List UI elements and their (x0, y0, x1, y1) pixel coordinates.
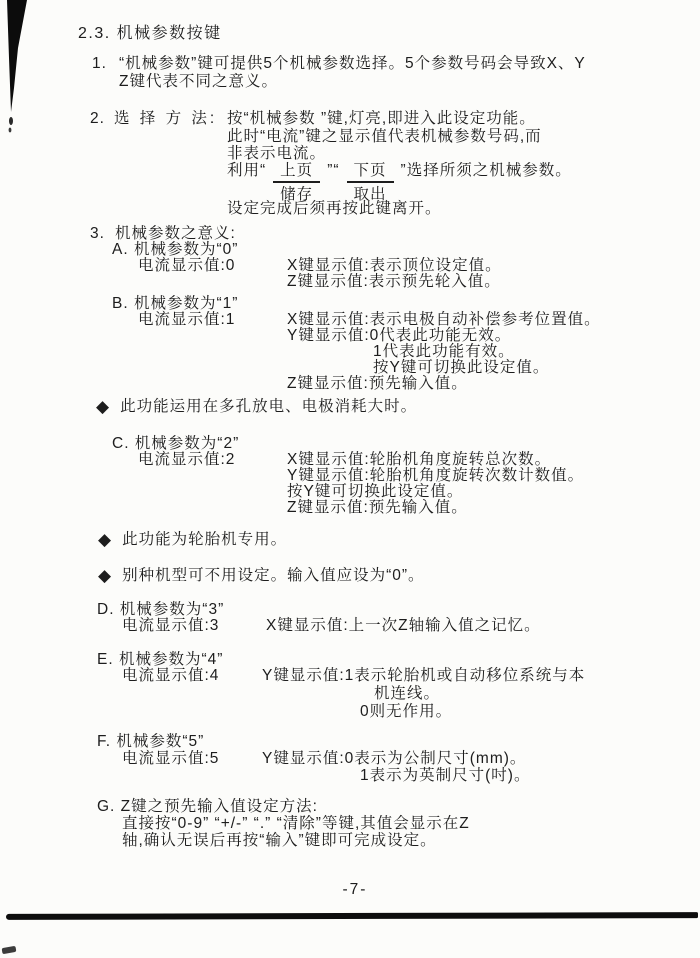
note-1 (96, 397, 417, 416)
param-e-row-y2: 机连线。 (374, 685, 441, 702)
item-2-method-label: 选 择 方 法: (114, 110, 218, 127)
item-2-last-line: 设定完成后须再按此键离开。 (227, 200, 442, 217)
param-b-row-y: Y键显示值:0代表此功能无效。 (287, 327, 512, 344)
param-e-label: E. 机械参数为“4” (97, 651, 224, 668)
param-b-row-y3: 按Y键可切换此设定值。 (373, 359, 550, 376)
item-1-line-2: Z键代表不同之意义。 (119, 73, 278, 90)
param-c-row-z: Z键显示值:预先输入值。 (287, 499, 468, 516)
item-2-number: 2. (90, 110, 105, 127)
param-d-label: D. 机械参数为“3” (97, 601, 225, 618)
page-select-mid: ”“ (327, 162, 340, 179)
param-f-row-y2: 1表示为英制尺寸(吋)。 (360, 767, 531, 784)
item-2-line-2: 此时“电流”键之显示值代表机械参数号码,而 (227, 128, 542, 145)
param-g-line-1: 直接按“0-9” “+/-” “.” “清除”等键,其值会显示在Z (122, 815, 470, 832)
note-2 (98, 530, 287, 549)
param-f-row-y: Y键显示值:0表示为公制尺寸(mm)。 (262, 750, 527, 767)
item-1-number: 1. (92, 55, 107, 72)
param-b-label: B. 机械参数为“1” (112, 295, 239, 312)
scan-artifact-bottom-line (6, 912, 698, 920)
param-c-row-x: X键显示值:轮胎机角度旋转总次数。 (287, 451, 552, 468)
param-c-label: C. 机械参数为“2” (112, 435, 240, 452)
param-f-label: F. 机械参数“5” (97, 733, 205, 750)
param-c-row-y: Y键显示值:轮胎机角度旋转次数计数值。 (287, 467, 585, 484)
item-2-line-3: 非表示电流。 (227, 145, 327, 162)
param-e-current: 电流显示值:4 (122, 667, 220, 684)
scan-artifact-top-left-icon (0, 0, 32, 135)
diamond-bullet-icon: ◆ (98, 566, 113, 585)
diamond-bullet-icon: ◆ (96, 397, 111, 416)
param-b-current: 电流显示值:1 (138, 311, 236, 328)
page-number: -7- (342, 881, 368, 898)
param-a-label: A. 机械参数为“0” (112, 241, 239, 258)
prev-page-key-fraction (273, 161, 320, 204)
note-3 (98, 566, 425, 585)
diamond-bullet-icon: ◆ (98, 530, 113, 549)
page-select-suffix: ”选择所须之机械参数。 (400, 162, 572, 179)
param-a-row-x: X键显示值:表示顶位设定值。 (287, 257, 502, 274)
param-d-current: 电流显示值:3 (122, 617, 220, 634)
note-3-text: 别种机型可不用设定。输入值应设为“0”。 (122, 567, 425, 584)
param-a-row-z: Z键显示值:表示预先轮入值。 (287, 273, 501, 290)
param-b-row-y2: 1代表此功能有效。 (373, 343, 515, 360)
next-page-label: 下页 (347, 161, 394, 183)
save-label: 储存 (280, 186, 314, 203)
recall-label: 取出 (353, 186, 387, 203)
param-b-row-z: Z键显示值:预先输入值。 (287, 375, 468, 392)
prev-page-label: 上页 (273, 161, 320, 183)
param-g-line-2: 轴,确认无误后再按“输入”键即可完成设定。 (122, 832, 437, 849)
page-select-line (227, 161, 572, 204)
param-b-row-x: X键显示值:表示电极自动补偿参考位置值。 (287, 311, 601, 328)
param-e-row-y: Y键显示值:1表示轮胎机或自动移位系统与本 (262, 667, 586, 684)
param-e-row-y3: 0则无作用。 (360, 703, 453, 720)
item-2-line-1: 按“机械参数 ”键,灯亮,即进入此设定功能。 (227, 110, 536, 127)
param-g-label: G. Z键之预先输入值设定方法: (97, 798, 318, 815)
param-f-current: 电流显示值:5 (122, 750, 220, 767)
param-a-current: 电流显示值:0 (138, 257, 236, 274)
param-c-current: 电流显示值:2 (138, 451, 236, 468)
note-1-text: 此功能运用在多孔放电、电极消耗大时。 (120, 398, 418, 415)
item-3-number: 3. (90, 225, 105, 242)
param-d-row-x: X键显示值:上一次Z轴输入值之记忆。 (266, 617, 541, 634)
section-heading: 2.3. 机械参数按键 (78, 25, 222, 42)
next-page-key-fraction (347, 161, 394, 204)
param-c-row-y2: 按Y键可切换此设定值。 (287, 483, 464, 500)
page-select-prefix: 利用“ (227, 162, 267, 179)
item-1-line-1: “机械参数”键可提供5个机械参数选择。5个参数号码会导致X、Y (119, 55, 586, 72)
scan-artifact-bottom-left-mark (2, 946, 17, 954)
item-3-heading: 机械参数之意义: (115, 225, 236, 242)
note-2-text: 此功能为轮胎机专用。 (122, 531, 288, 548)
